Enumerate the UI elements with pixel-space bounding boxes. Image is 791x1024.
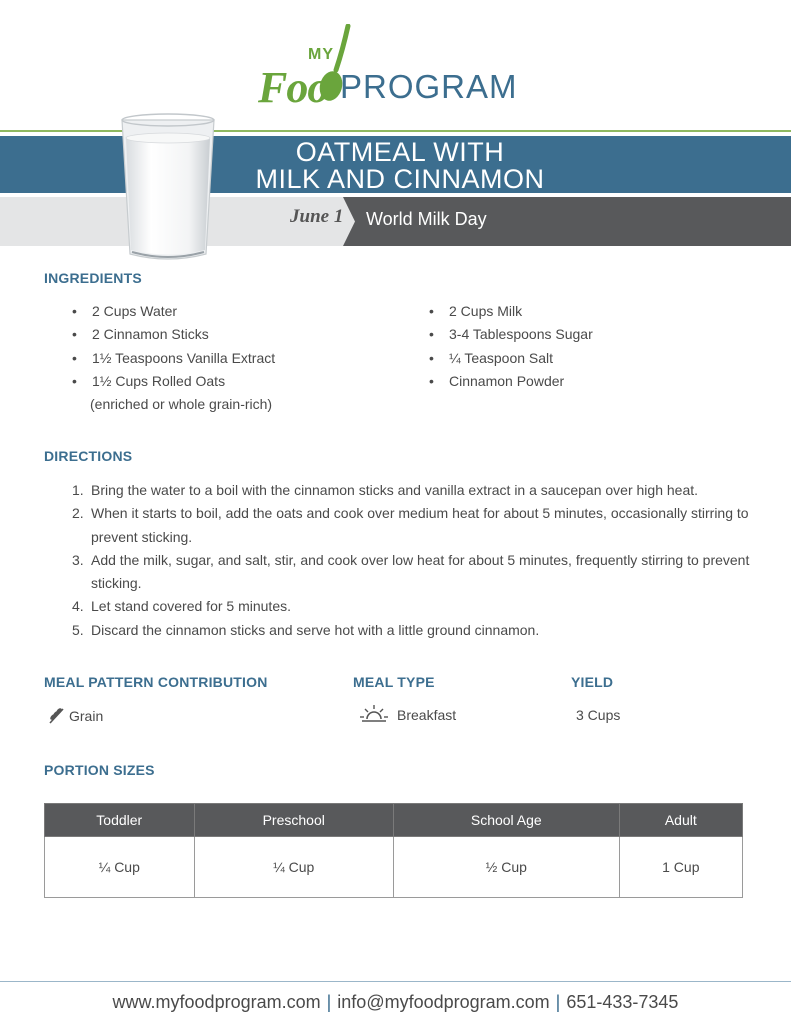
my-food-program-logo	[256, 22, 546, 110]
footer-divider	[0, 981, 791, 982]
list-item: • 2 Cinnamon Sticks	[72, 326, 209, 343]
portion-preschool: ¼ Cup	[194, 837, 393, 898]
column-header-adult: Adult	[619, 804, 742, 837]
meal-pattern-heading: MEAL PATTERN CONTRIBUTION	[44, 674, 268, 690]
list-item: • 1½ Teaspoons Vanilla Extract	[72, 349, 276, 366]
footer-phone: 651-433-7345	[566, 992, 679, 1012]
yield-value: 3 Cups	[576, 707, 621, 723]
recipe-title-line2: MILK AND CINNAMON	[255, 164, 545, 194]
list-item: • ¼ Teaspoon Salt	[429, 349, 554, 366]
list-item: • 2 Cups Water	[72, 303, 178, 319]
direction-step: 1. Bring the water to a boil with the cinnamon sticks and vanilla extract in a saucepan over high heat.	[72, 482, 699, 498]
list-item: • 1½ Cups Rolled Oats	[72, 372, 226, 389]
direction-step: 2. When it starts to boil, add the oats and cook over medium heat for about 5 minutes, occasionally stirring to prevent sticking.	[72, 505, 749, 545]
recipe-title	[200, 136, 600, 193]
portion-sizes-heading: PORTION SIZES	[44, 762, 155, 778]
portion-adult: 1 Cup	[619, 837, 742, 898]
event-name: World Milk Day	[366, 209, 487, 229]
footer-contact	[0, 992, 791, 1013]
yield-heading: YIELD	[571, 674, 614, 690]
logo-program: PROGRAM	[340, 68, 518, 105]
list-item: • Cinnamon Powder	[429, 372, 565, 389]
direction-step: 5. Discard the cinnamon sticks and serve hot with a little ground cinnamon.	[72, 621, 540, 638]
portion-toddler: ¼ Cup	[45, 837, 195, 898]
logo-my: MY	[308, 46, 334, 63]
directions-heading: DIRECTIONS	[44, 448, 133, 464]
meal-pattern-value: Grain	[69, 708, 104, 724]
footer-separator: |	[555, 992, 561, 1012]
footer-email-link[interactable]: info@myfoodprogram.com	[337, 992, 550, 1012]
direction-step: 3. Add the milk, sugar, and salt, stir, and cook over low heat for about 5 minutes, frequently stirring to prevent sticking.	[72, 551, 750, 592]
list-item-note: (enriched or whole grain-rich)	[90, 396, 273, 413]
meal-type-heading: MEAL TYPE	[353, 674, 435, 690]
meal-type-value: Breakfast	[397, 707, 457, 723]
footer-website-link[interactable]: www.myfoodprogram.com	[112, 992, 321, 1012]
ingredients-left-list	[60, 300, 275, 416]
directions-list	[44, 479, 754, 642]
table-header-row	[45, 804, 743, 837]
list-item: • 2 Cups Milk	[429, 303, 523, 319]
column-header-toddler: Toddler	[45, 804, 195, 837]
list-item: • 3-4 Tablespoons Sugar	[429, 326, 593, 343]
event-date: June 1	[290, 206, 344, 227]
portion-sizes-table	[44, 803, 743, 898]
table-row	[45, 837, 743, 898]
portion-school-age: ½ Cup	[393, 837, 619, 898]
footer-separator: |	[326, 992, 332, 1012]
logo-foo: Foo	[258, 63, 329, 112]
column-header-preschool: Preschool	[194, 804, 393, 837]
recipe-title-line1: OATMEAL WITH	[295, 137, 505, 167]
sunrise-icon	[360, 703, 388, 723]
ingredients-right-list	[417, 300, 593, 393]
wheat-icon	[48, 706, 66, 724]
direction-step: 4. Let stand covered for 5 minutes.	[72, 598, 291, 615]
milk-glass-image	[118, 112, 218, 264]
column-header-school-age: School Age	[393, 804, 619, 837]
ingredients-heading: INGREDIENTS	[44, 270, 142, 286]
